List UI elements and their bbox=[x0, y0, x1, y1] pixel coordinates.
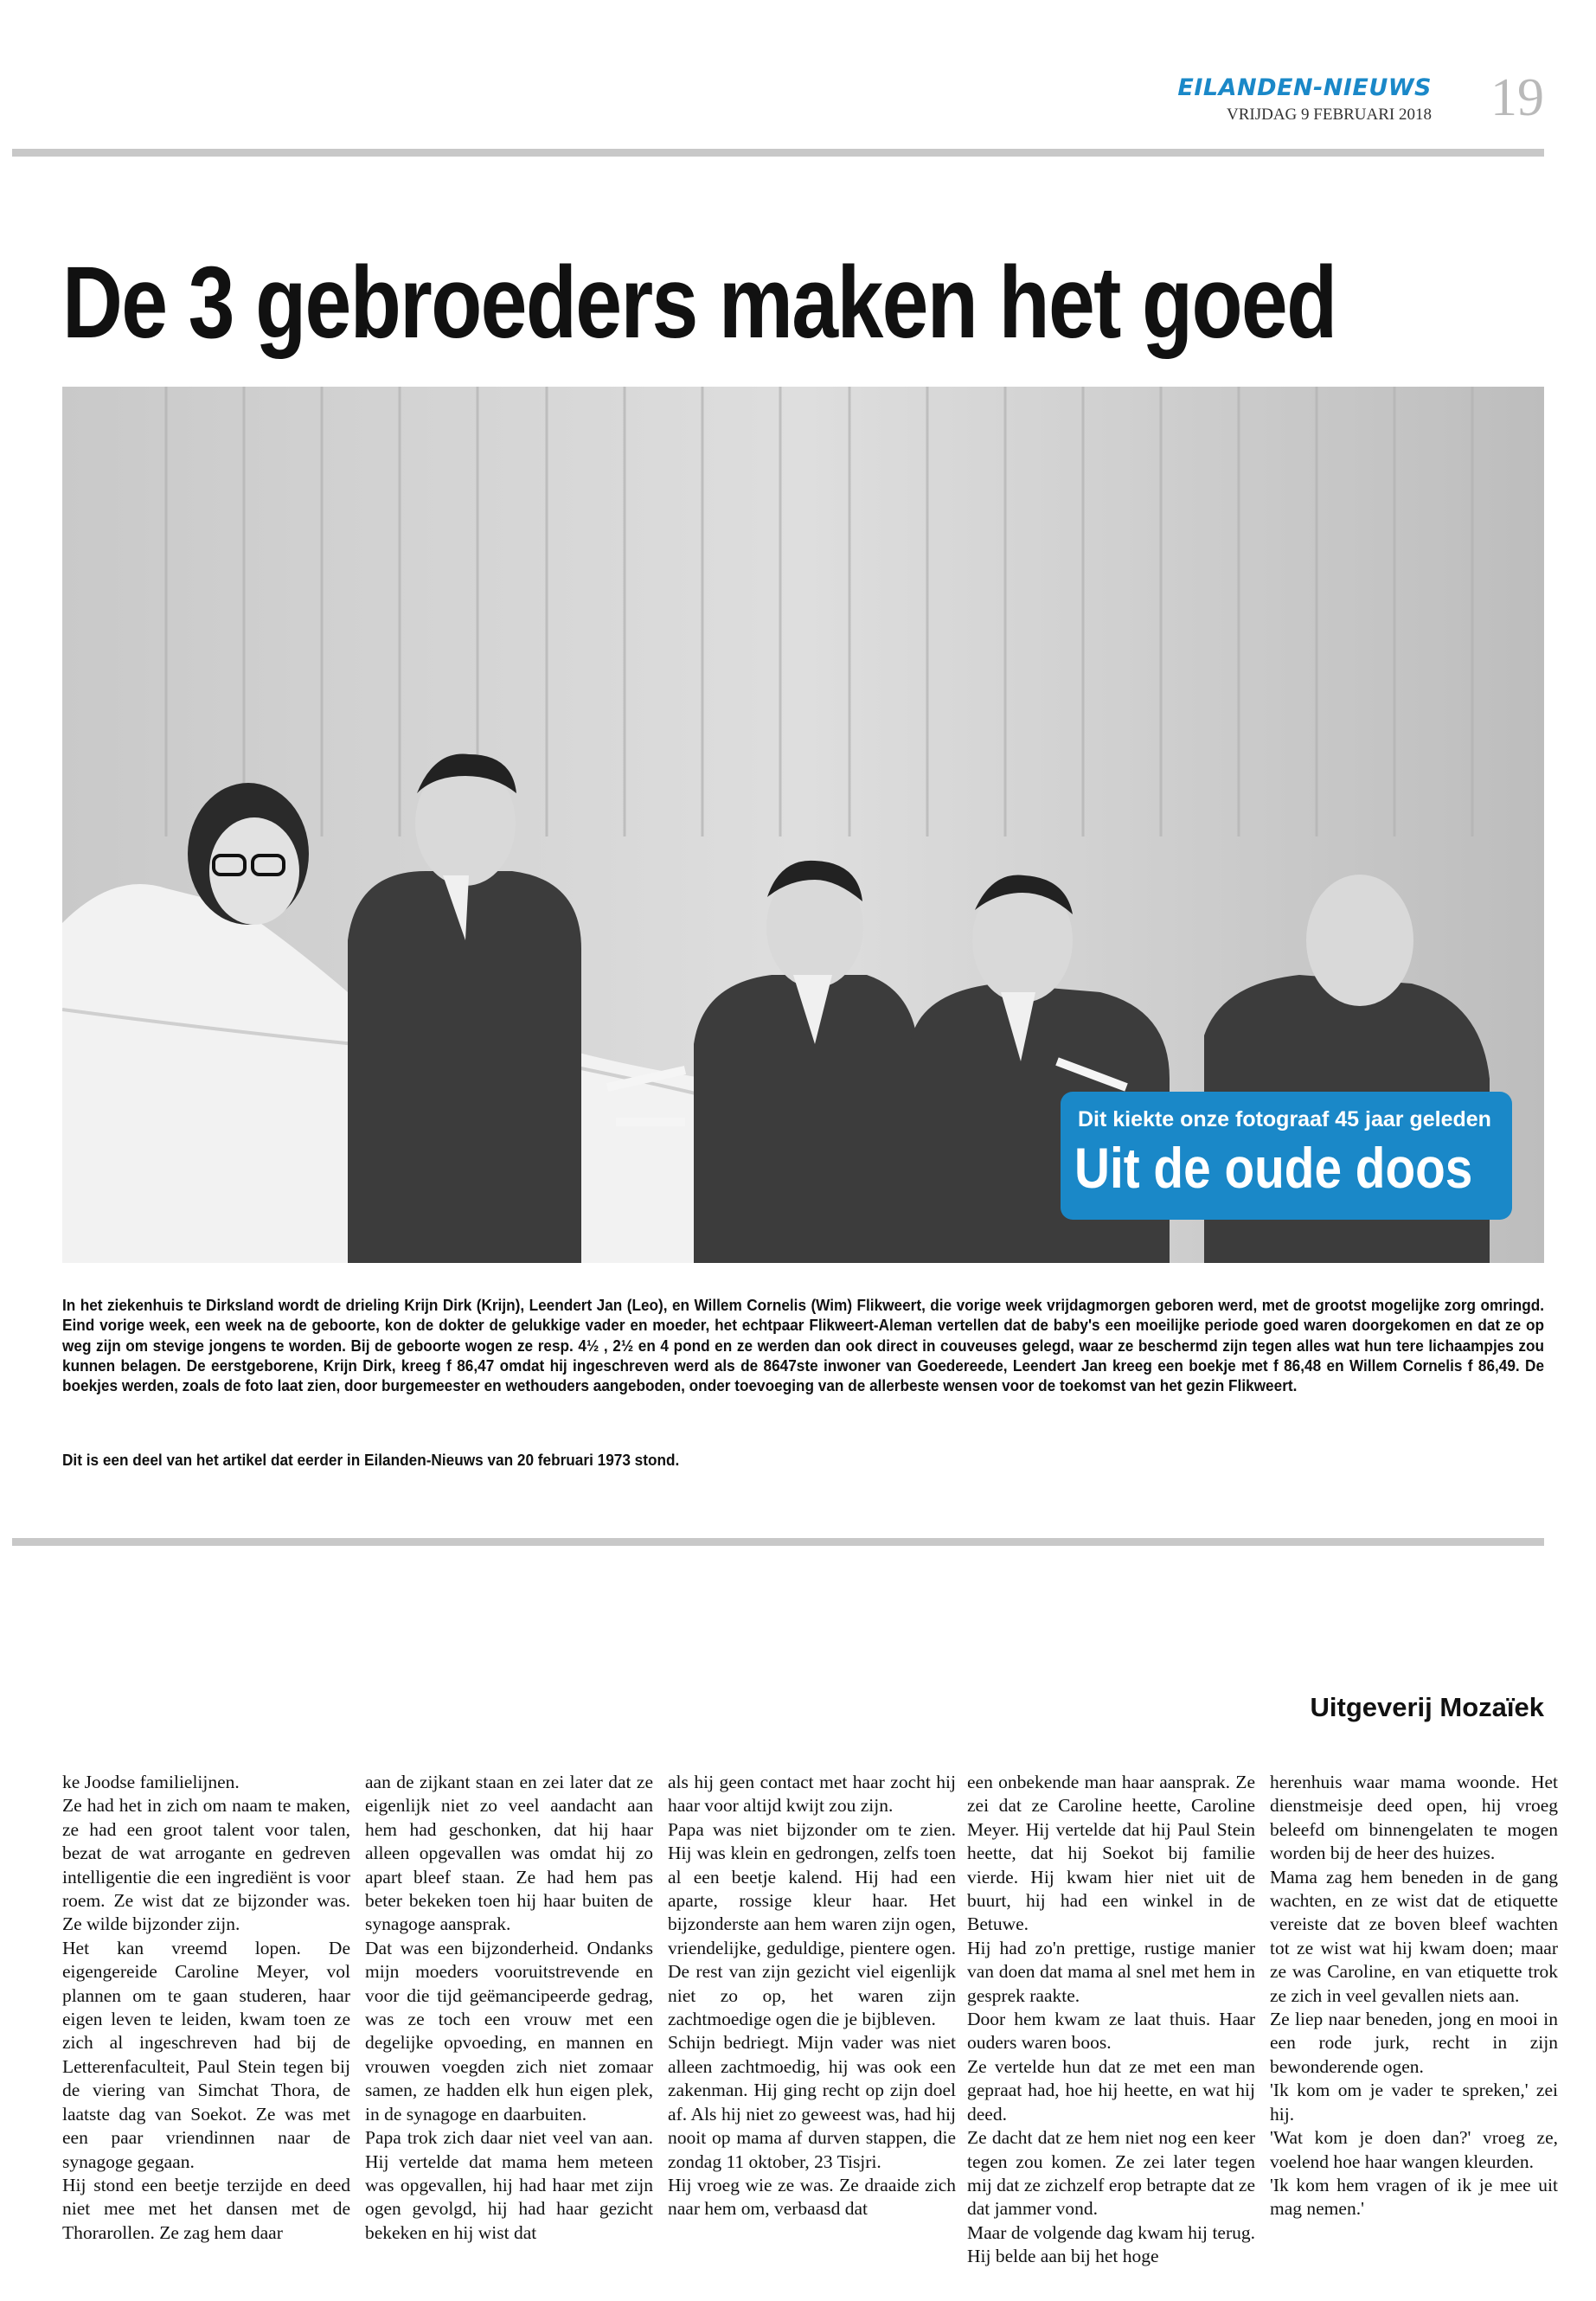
paragraph: 'Ik kom hem vragen of ik je mee uit mag nemen.' bbox=[1270, 2174, 1558, 2220]
paragraph: Ze vertelde hun dat ze met een man gepraat had, hoe hij heette, en wat hij deed. bbox=[967, 2055, 1255, 2125]
callout-title: Uit de oude doos bbox=[1074, 1136, 1473, 1200]
paragraph: Het kan vreemd lopen. De eigengereide Caroline Meyer, vol plannen om te gaan studeren, haar eigen leven te leiden, kwam toen ze zich al ingeschreven had bij de Letterenfaculteit, Paul Stein tegen bij de viering van Simchat Thora, de laatste dag van Soekot. Ze was met een paar vriendinnen naar de synagoge gegaan. bbox=[62, 1937, 350, 2172]
paragraph: 'Wat kom je doen dan?' vroeg ze, voelend hoe haar wangen kleurden. bbox=[1270, 2127, 1558, 2172]
publisher-credit: Uitgeverij Mozaïek bbox=[1310, 1692, 1544, 1722]
paragraph: Ze dacht dat ze hem niet nog een keer tegen zou komen. Ze zei later tegen mij dat ze zichzelf erop betrapte dat ze dat jammer vond. bbox=[967, 2127, 1255, 2220]
paragraph: Maar de volgende dag kwam hij terug. Hij belde aan bij het hoge bbox=[967, 2221, 1255, 2267]
story-column-5 bbox=[1270, 1771, 1558, 2221]
paragraph: Door hem kwam ze laat thuis. Haar ouders waren boos. bbox=[967, 2009, 1255, 2054]
page-number: 19 bbox=[1490, 68, 1544, 127]
paragraph: Hij had zo'n prettige, rustige manier van doen dat mama al snel met hem in gesprek raakte. bbox=[967, 1937, 1255, 2006]
source-note: Dit is een deel van het artikel dat eerder in Eilanden-Nieuws van 20 februari 1973 stond. bbox=[62, 1451, 680, 1469]
paragraph: Papa trok zich daar niet veel van aan. Hij vertelde dat mama hem meteen was opgevallen, hij had haar met zijn ogen gevolgd, hij had haar gezicht bekeken en hij wist dat bbox=[365, 2127, 653, 2243]
paragraph: als hij geen contact met haar zocht hij haar voor altijd kwijt zou zijn. bbox=[668, 1772, 956, 1817]
section-divider bbox=[12, 1538, 1544, 1546]
newspaper-name: EILANDEN-NIEUWS bbox=[1177, 74, 1432, 101]
story-column-1 bbox=[62, 1771, 350, 2245]
paragraph: Hij vroeg wie ze was. Ze draaide zich naar hem om, verbaasd dat bbox=[668, 2174, 956, 2220]
story-column-2 bbox=[365, 1771, 653, 2245]
paragraph: 'Ik kom om je vader te spreken,' zei hij. bbox=[1270, 2080, 1558, 2125]
photo-caption: In het ziekenhuis te Dirksland wordt de drieling Krijn Dirk (Krijn), Leendert Jan (Leo), en Willem Cornelis (Wim) Flikweert, die vorige week vrijdagmorgen geboren werd, met de grootst mogelijke zorg omringd. Eind vorige week, een week na de geboorte, kon de dokter de gelukkige vader en moeder, het echtpaar Flikweert-Aleman vertellen dat de baby's een moeilijke periode goed waren doorgekomen en dat ze op weg zijn om stevige jongens te worden. Bij de geboorte wogen ze resp. 4½ , 2½ en 4 pond en ze werden dan ook direct in couveuses gelegd, waar ze beschermd zijn tegen alles wat hun tere lichaampjes zou kunnen belagen. De eerstgeborene, Krijn Dirk, kreeg f 86,47 omdat hij ingeschreven werd als de 8647ste inwoner van Goedereede, Leendert Jan kreeg een boekje met f 86,48 en Willem Cornelis f 86,49. De boekjes werden, zoals de foto laat zien, door burgemeester en wethouders aangeboden, onder toevoeging van de allerbeste wensen voor de toekomst van het gezin Flikweert. bbox=[62, 1296, 1545, 1395]
story-column-3 bbox=[668, 1771, 956, 2221]
paragraph: Ze liep naar beneden, jong en mooi in een rode jurk, recht in zijn bewonderende ogen. bbox=[1270, 2009, 1558, 2077]
article-headline: De 3 gebroeders maken het goed bbox=[62, 246, 1336, 360]
callout-kicker: Dit kiekte onze fotograaf 45 jaar geleden bbox=[1078, 1107, 1491, 1131]
paragraph: ke Joodse familielijnen. bbox=[62, 1772, 240, 1792]
feature-callout bbox=[1061, 1092, 1512, 1220]
top-divider bbox=[12, 149, 1544, 157]
paragraph: aan de zijkant staan en zei later dat ze eigenlijk niet zo veel aandacht aan hem had geschonken, dat hij haar alleen opgevallen was omdat hij zo apart bleef staan. Ze had hem pas beter bekeken toen hij haar buiten de synagoge aansprak. bbox=[365, 1772, 653, 1935]
paragraph: herenhuis waar mama woonde. Het dienstmeisje deed open, hij vroeg beleefd om binnengelaten te mogen worden bij de heer des huizes. bbox=[1270, 1772, 1558, 1864]
paragraph: Mama zag hem beneden in de gang wachten, en ze wist dat de etiquette vereiste dat ze boven bleef wachten tot ze wist wat hij kwam doen; maar ze was Caroline, en van etiquette trok ze zich in veel gevallen niets aan. bbox=[1270, 1866, 1558, 2006]
paragraph: een onbekende man haar aansprak. Ze zei dat ze Caroline heette, Caroline Meyer. Hij vertelde dat hij Paul Stein heette, dat hij Soekot bij familie vierde. Hij kwam hier niet uit de buurt, hij had een winkel in de Betuwe. bbox=[967, 1772, 1255, 1935]
story-column-4 bbox=[967, 1771, 1255, 2269]
masthead bbox=[1177, 68, 1544, 131]
paragraph: Hij stond een beetje terzijde en deed niet mee met het dansen met de Thorarollen. Ze zag hem daar bbox=[62, 2174, 350, 2243]
paragraph: Schijn bedriegt. Mijn vader was niet alleen zachtmoedig, hij was ook een zakenman. Hij ging recht op zijn doel af. Als hij niet zo geweest was, had hij nooit op mama af durven stappen, die zondag 11 oktober, 23 Tisjri. bbox=[668, 2032, 956, 2172]
paragraph: Ze had het in zich om naam te maken, ze had een groot talent voor talen, bezat de wat arrogante en gedreven intelligentie die een ingrediënt is voor roem. Ze wist dat ze bijzonder was. Ze wilde bijzonder zijn. bbox=[62, 1795, 350, 1935]
paragraph: Dat was een bijzonderheid. Ondanks mijn moeders vooruitstrevende en voor die tijd geëmancipeerde gedrag, was ze toch een vrouw met een degelijke opvoeding, en mannen en vrouwen voegden zich niet zomaar samen, ze hadden elk hun eigen plek, in de synagoge en daarbuiten. bbox=[365, 1937, 653, 2125]
issue-date: VRIJDAG 9 FEBRUARI 2018 bbox=[1227, 106, 1432, 124]
paragraph: Papa was niet bijzonder om te zien. Hij was klein en gedrongen, zelfs toen al een beetje kalend. Hij had een aparte, rossige kleur haar. Het bijzonderste aan hem waren zijn ogen, vriendelijke, geduldige, pientere ogen. De rest van zijn gezicht viel eigenlijk niet zo op, het waren zijn zachtmoedige ogen die je bijbleven. bbox=[668, 1818, 956, 2030]
